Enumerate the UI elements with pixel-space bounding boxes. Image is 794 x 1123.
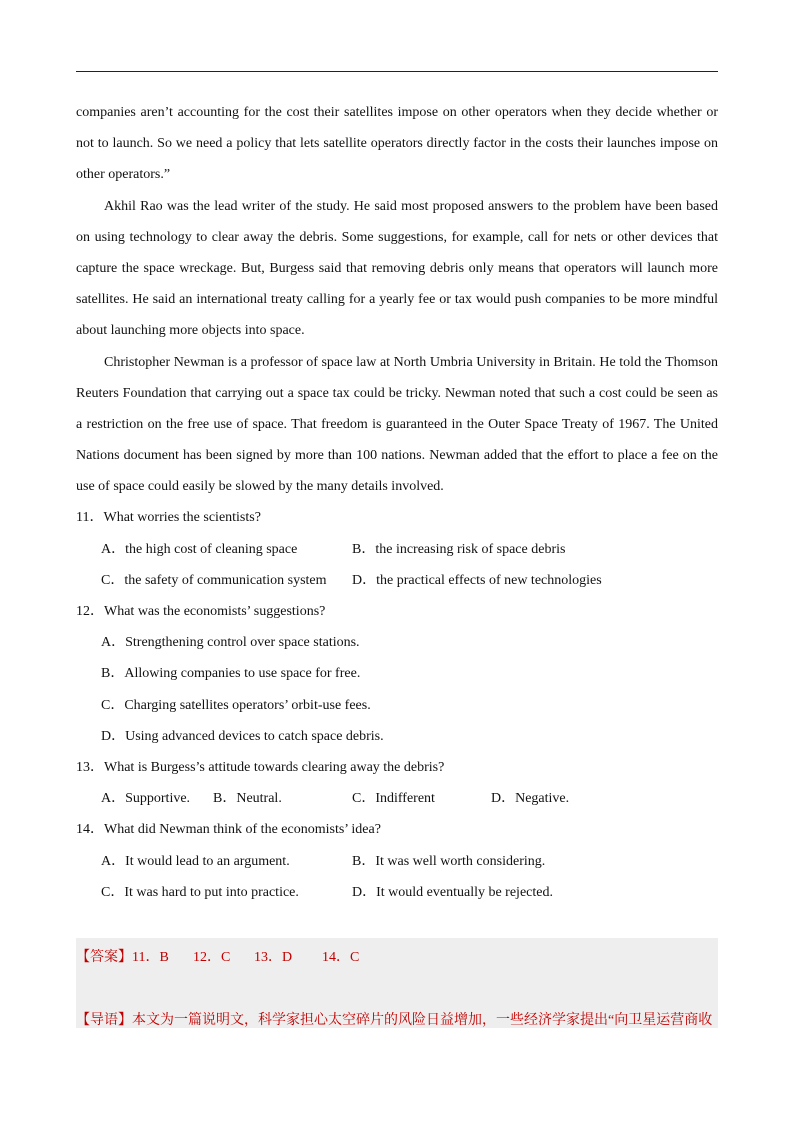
answer-item: 14．C: [322, 950, 360, 965]
option-b: B．Neutral.: [213, 791, 282, 807]
text-line: on using technology to clear away the debris. Some suggestions, for example, call for nets or other devices that: [76, 229, 718, 245]
paragraph-2: [76, 191, 718, 347]
option-b: B．the increasing risk of space debris: [352, 541, 566, 557]
question-stem: 11．What worries the scientists?: [76, 510, 261, 526]
option-row: [76, 846, 718, 877]
option-row: [76, 877, 718, 908]
text-line: Reuters Foundation that carrying out a space tax could be tricky. Newman noted that such a cost could be seen as: [76, 385, 718, 401]
question-14: [76, 814, 718, 908]
answer-box: [76, 938, 718, 1028]
answer-line: [76, 946, 359, 966]
question-12: [76, 596, 718, 752]
text-line: capture the space wreckage. But, Burgess said that removing debris only means that operators will launch more: [76, 260, 718, 276]
answer-item: 12．C: [193, 950, 231, 965]
paragraph-3: [76, 347, 718, 503]
guide-line: [76, 1009, 712, 1029]
option-a: A．the high cost of cleaning space: [101, 541, 298, 557]
text-line: Akhil Rao was the lead writer of the study. He said most proposed answers to the problem have been based: [104, 198, 718, 214]
option-b: B．It was well worth considering.: [352, 853, 546, 869]
text-line: companies aren’t accounting for the cost their satellites impose on other operators when they decide whether or: [76, 105, 718, 120]
document-body: [76, 97, 718, 908]
option-c: C．the safety of communication system: [101, 572, 327, 588]
option-row: [76, 565, 718, 596]
guide-text: 本文为一篇说明文，科学家担心太空碎片的风险日益增加，一些经济学家提出“向卫星运营商收: [132, 1013, 713, 1028]
question-stem: 13．What is Burgess’s attitude towards clearing away the debris?: [76, 759, 445, 775]
question-stem: 14．What did Newman think of the economists’ idea?: [76, 822, 381, 838]
paragraph-1: [76, 97, 718, 191]
option-row: [76, 783, 718, 814]
text-line: other operators.”: [76, 167, 171, 183]
option-c: C．It was hard to put into practice.: [101, 884, 299, 900]
header-rule: [76, 71, 718, 72]
text-line: a restriction on the free use of space. That freedom is guaranteed in the Outer Space Treaty of 1967. The United: [76, 416, 718, 432]
option-a: A．Strengthening control over space stations.: [101, 635, 360, 651]
answer-item: 11．B: [132, 950, 169, 965]
text-line: Christopher Newman is a professor of space law at North Umbria University in Britain. He told the Thomson: [104, 354, 718, 370]
answer-label: 【答案】: [76, 950, 132, 965]
option-d: D．It would eventually be rejected.: [352, 884, 553, 900]
question-stem: 12．What was the economists’ suggestions?: [76, 604, 326, 619]
guide-label: 【导语】: [76, 1013, 132, 1028]
question-11: [76, 502, 718, 596]
option-b: B．Allowing companies to use space for free.: [101, 666, 361, 682]
option-c: C．Charging satellites operators’ orbit-use fees.: [101, 697, 371, 713]
option-a: A．It would lead to an argument.: [101, 853, 290, 869]
option-d: D．the practical effects of new technologies: [352, 572, 602, 588]
option-c: C．Indifferent: [352, 791, 435, 807]
option-d: D．Negative.: [491, 791, 570, 807]
answer-item: 13．D: [254, 950, 293, 965]
option-d: D．Using advanced devices to catch space debris.: [101, 728, 384, 744]
text-line: about launching more objects into space.: [76, 323, 305, 339]
text-line: not to launch. So we need a policy that lets satellite operators directly factor in the costs their launches impose on: [76, 136, 718, 152]
text-line: use of space could easily be slowed by the many details involved.: [76, 479, 444, 495]
option-row: [76, 534, 718, 565]
text-line: satellites. He said an international treaty calling for a yearly fee or tax would push companies to be more mindful: [76, 292, 718, 308]
question-13: [76, 752, 718, 814]
text-line: Nations document has been signed by more than 100 nations. Newman added that the effort to place a fee on the: [76, 448, 718, 464]
option-a: A．Supportive.: [101, 791, 191, 807]
